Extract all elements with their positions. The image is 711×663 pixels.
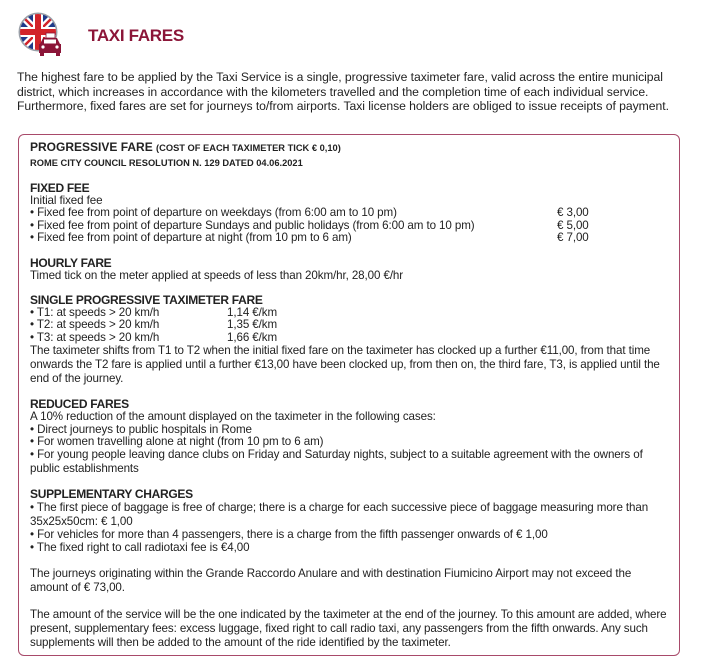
section-title: HOURLY FARE	[30, 255, 112, 270]
tariff-value: 1,66 €/km	[227, 330, 278, 344]
page-title: TAXI FARES	[88, 26, 184, 45]
heading-text: PROGRESSIVE FARE	[30, 140, 153, 154]
tariff-row	[30, 332, 669, 344]
supplementary-section	[30, 488, 669, 554]
fare-box	[18, 134, 680, 656]
fixed-fee-section	[30, 182, 669, 245]
fee-label: • Fixed fee from point of departure on weekdays (from 6:00 am to 10 pm)	[30, 206, 397, 220]
section-title: SINGLE PROGRESSIVE TAXIMETER FARE	[30, 293, 263, 308]
airport-note: The journeys originating within the Grande Raccordo Anulare and with destination Fiumicino Airport may not exceed the amount of € 73,00.	[30, 567, 632, 595]
fee-row	[30, 232, 669, 244]
fee-value: € 7,00	[557, 231, 589, 245]
section-title: REDUCED FARES	[30, 397, 129, 412]
tariff-label: • T1: at speeds > 20 km/h	[30, 306, 160, 320]
page-header	[18, 12, 184, 58]
section-subtitle: Initial fixed fee	[30, 194, 103, 207]
tariff-row	[30, 319, 669, 331]
list-item: • Direct journeys to public hospitals in Rome	[30, 422, 252, 436]
list-item: • The fixed right to call radiotaxi fee is €4,00	[30, 540, 250, 554]
fee-label: • Fixed fee from point of departure at night (from 10 pm to 6 am)	[30, 231, 352, 245]
fare-box-heading	[30, 141, 669, 155]
reduced-intro: A 10% reduction of the amount displayed on the taximeter in the following cases:	[30, 410, 436, 424]
fee-label: • Fixed fee from point of departure Sundays and public holidays (from 6:00 am to 10 pm)	[30, 218, 475, 232]
final-note: The amount of the service will be the one indicated by the taximeter at the end of the journey. To this amount are added, where present, supplementary fees: excess luggage, fixed right to call radio taxi, any passengers from the fifth onwards. Any such supplements will then be added to the amount of the ride identified by the taximeter.	[30, 608, 667, 650]
tariff-value: 1,35 €/km	[227, 318, 278, 332]
fee-value: € 3,00	[557, 206, 589, 220]
fee-value: € 5,00	[557, 218, 589, 232]
list-item: • The first piece of baggage is free of charge; there is a charge for each successive piece of baggage measuring more than 35x25x50cm: € 1,00	[30, 501, 649, 529]
resolution-text: ROME CITY COUNCIL RESOLUTION N. 129 DATED 04.06.2021	[30, 158, 303, 168]
intro-paragraph: The highest fare to be applied by the Taxi Service is a single, progressive taximeter fare, valid across the entire municipal district, which increases in accordance with the kilometers travelled and the completion time of each individual service. Furthermore, fixed fares are set for journeys to/from airports. Taxi license holders are obliged to issue receipts of payment.	[17, 70, 669, 114]
hourly-fare-text: Timed tick on the meter applied at speeds of less than 20km/hr, 28,00 €/hr	[30, 268, 404, 282]
list-item: • For vehicles for more than 4 passengers, there is a charge from the fifth passenger onwards of € 1,00	[30, 528, 548, 542]
tariff-explanation: The taximeter shifts from T1 to T2 when the initial fixed fare on the taximeter has clocked up a further €11,00, from that time onwards the T2 fare is applied until a further €13,00 have been clocked up, from then on, the third fare, T3, is applied until the end of the journey.	[30, 344, 660, 386]
tariff-label: • T2: at speeds > 20 km/h	[30, 318, 160, 332]
hourly-fare-section	[30, 257, 669, 282]
uk-flag-taxi-icon	[18, 12, 64, 58]
heading-note: (COST OF EACH TAXIMETER TICK € 0,10)	[156, 143, 341, 153]
list-item: • For women travelling alone at night (from 10 pm to 6 am)	[30, 435, 324, 449]
tariff-label: • T3: at speeds > 20 km/h	[30, 330, 160, 344]
tariff-value: 1,14 €/km	[227, 306, 278, 320]
reduced-fares-section	[30, 398, 669, 476]
fee-row	[30, 207, 669, 219]
list-item: • For young people leaving dance clubs on Friday and Saturday nights, subject to a suitable agreement with the owners of public establishments	[30, 448, 643, 476]
section-title: SUPPLEMENTARY CHARGES	[30, 487, 193, 502]
progressive-fare-section	[30, 294, 669, 386]
section-title: FIXED FEE	[30, 181, 90, 195]
